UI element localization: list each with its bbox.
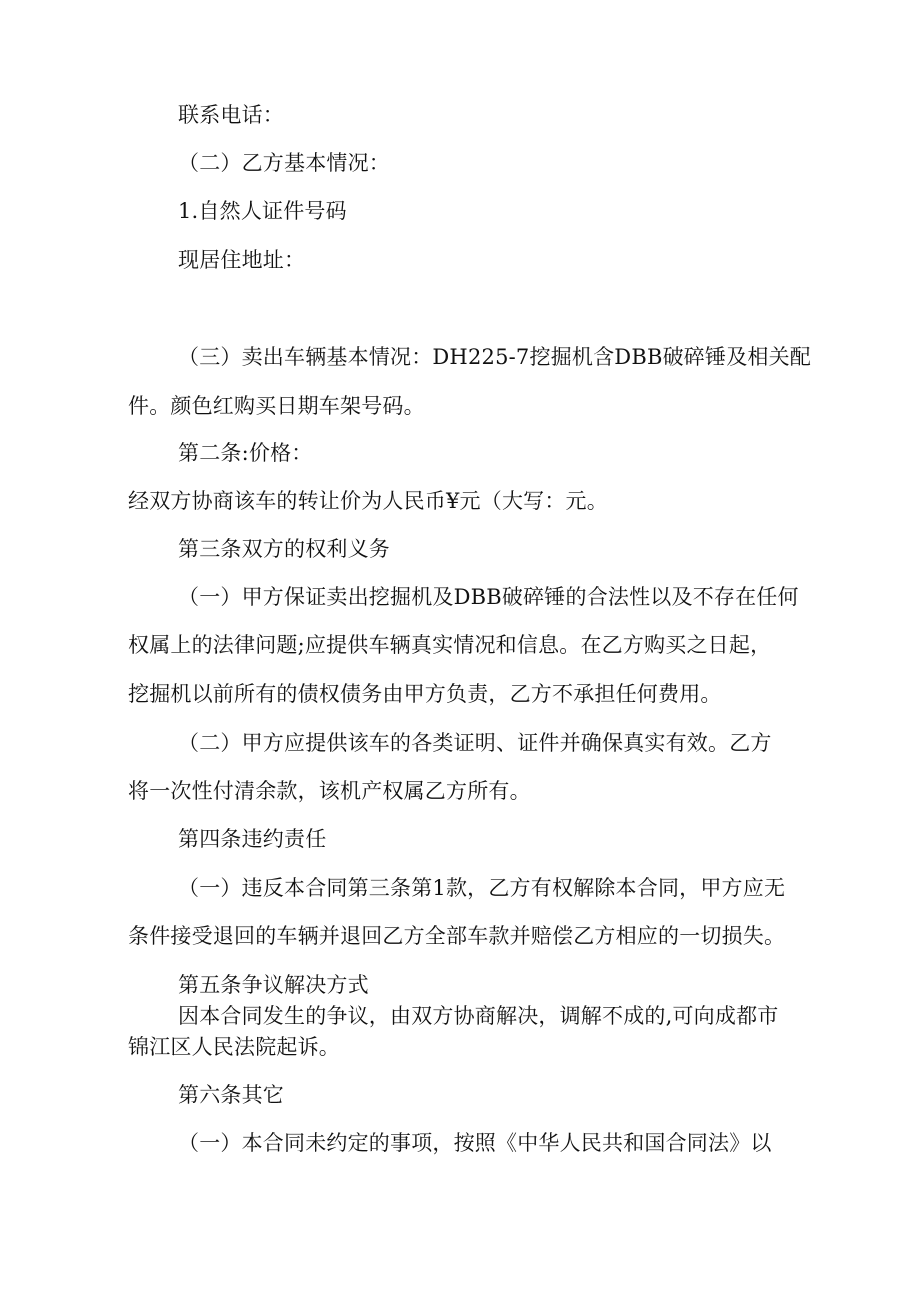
article-2-heading: 第二条:价格：: [178, 441, 313, 465]
clause-4-1-line-2: 条件接受退回的车辆并退回乙方全部车款并赔偿乙方相应的一切损失。: [128, 924, 786, 948]
article-3-heading: 第三条双方的权利义务: [178, 537, 390, 561]
clause-3-1-line-3: 挖掘机以前所有的债权债务由甲方负责，乙方不承担任何费用。: [128, 682, 722, 706]
clause-3-1-line-2: 权属上的法律问题;应提供车辆真实情况和信息。在乙方购买之日起，: [128, 633, 772, 657]
clause-3-2-line-1: （二）甲方应提供该车的各类证明、证件并确保真实有效。乙方: [178, 731, 772, 755]
price-line: 经双方协商该车的转让价为人民币¥元（大写：元。: [128, 489, 608, 513]
id-number-line: 1.自然人证件号码: [178, 199, 347, 223]
dispute-line-1: 因本合同发生的争议，由双方协商解决，调解不成的,可向成都市: [178, 1004, 779, 1028]
article-5-heading: 第五条争议解决方式: [178, 973, 369, 997]
clause-3-1-line-1: （一）甲方保证卖出挖掘机及DBB破碎锤的合法性以及不存在任何: [178, 585, 799, 609]
clause-4-1-line-1: （一）违反本合同第三条第1款，乙方有权解除本合同，甲方应无: [178, 876, 786, 900]
address-line: 现居住地址：: [178, 248, 306, 272]
dispute-line-2: 锦江区人民法院起诉。: [128, 1035, 340, 1059]
vehicle-info-continued: 件。颜色红购买日期车架号码。: [128, 394, 425, 418]
vehicle-info-line: （三）卖出车辆基本情况：DH225-7挖掘机含DBB破碎锤及相关配: [178, 345, 811, 369]
party-b-heading: （二）乙方基本情况：: [178, 151, 390, 175]
article-6-heading: 第六条其它: [178, 1083, 284, 1107]
clause-3-2-line-2: 将一次性付清余款，该机产权属乙方所有。: [128, 779, 531, 803]
contact-phone-label: 联系电话：: [178, 103, 284, 127]
article-4-heading: 第四条违约责任: [178, 827, 327, 851]
clause-6-1-line-1: （一）本合同未约定的事项，按照《中华人民共和国合同法》以: [178, 1131, 772, 1155]
